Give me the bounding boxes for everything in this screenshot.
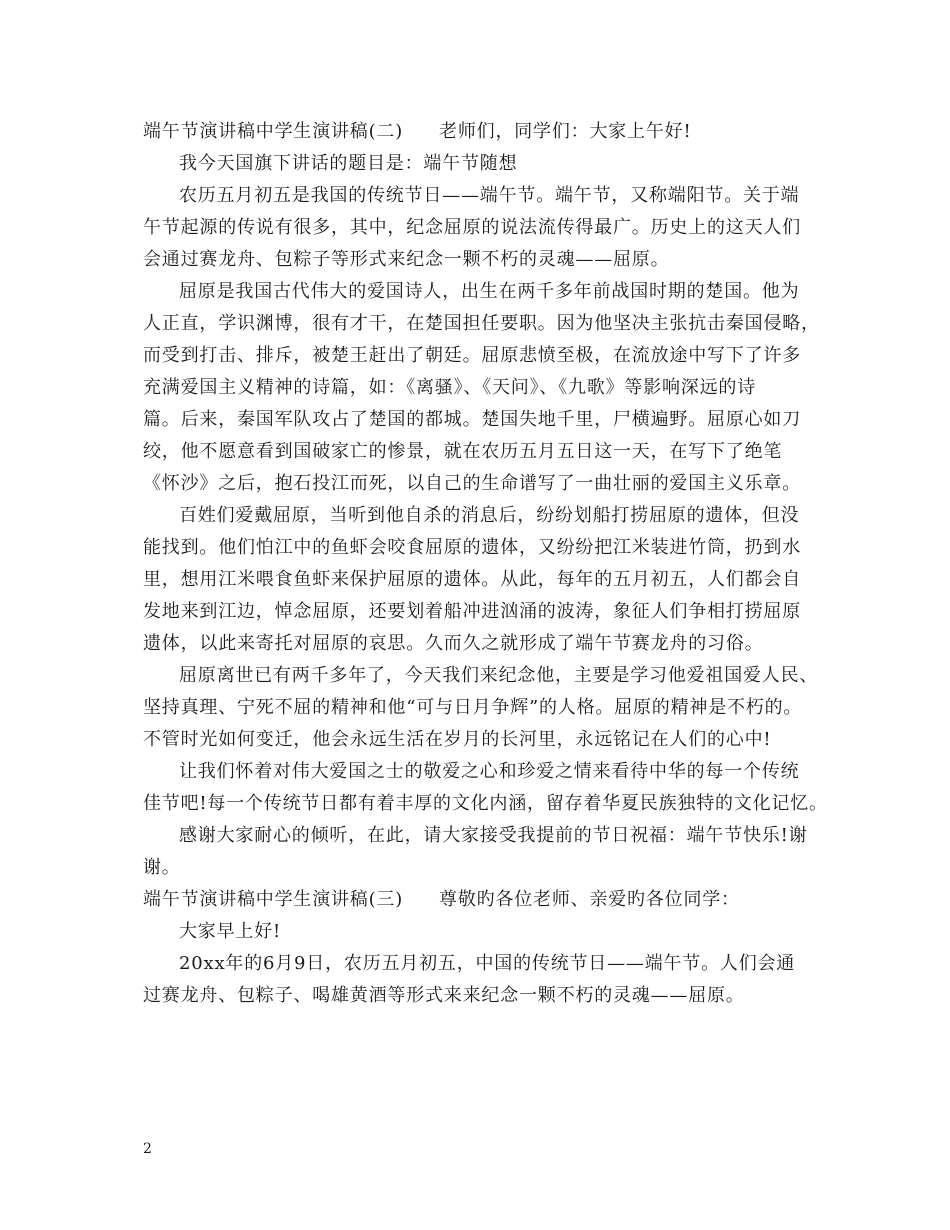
paragraph-line: 坚持真理、宁死不屈的精神和他“可与日月争辉”的人格。屈原的精神是不朽的。 bbox=[143, 697, 803, 718]
paragraph-first-line: 农历五月初五是我国的传统节日——端午节。端午节，又称端阳节。关于端 bbox=[179, 185, 800, 206]
paragraph-line: 过赛龙舟、包粽子、喝雄黄酒等形式来来纪念一颗不朽的灵魂——屈原。 bbox=[143, 985, 745, 1006]
section-title: 端午节演讲稿中学生演讲稿(三) bbox=[143, 889, 404, 910]
paragraph-line: 不管时光如何变迁，他会永远生活在岁月的长河里，永远铭记在人们的心中! bbox=[143, 729, 772, 750]
salutation-text: 尊敬旳各位老师、亲爱旳各位同学： bbox=[439, 889, 740, 910]
paragraph-line: 会通过赛龙舟、包粽子等形式来纪念一颗不朽的灵魂——屈原。 bbox=[143, 249, 670, 270]
document-body bbox=[143, 116, 828, 1012]
paragraph-first-line: 让我们怀着对伟大爱国之士的敬爱之心和珍爱之情来看待中华的每一个传统 bbox=[179, 761, 800, 782]
section-title: 端午节演讲稿中学生演讲稿(二) bbox=[143, 121, 404, 142]
paragraph-line: 篇。后来，秦国军队攻占了楚国的都城。楚国失地千里，尸横遍野。屈原心如刀 bbox=[143, 409, 801, 430]
page-number: 2 bbox=[143, 1141, 152, 1157]
salutation-text: 老师们，同学们：大家上午好! bbox=[439, 121, 692, 142]
paragraph-line: 能找到。他们怕江中的鱼虾会咬食屈原的遗体，又纷纷把江米装进竹筒，扔到水 bbox=[143, 537, 801, 558]
paragraph-line: 人正直，学识渊博，很有才干，在楚国担任要职。因为他坚决主张抗击秦国侵略， bbox=[143, 313, 820, 334]
section-heading-line bbox=[143, 116, 825, 148]
paragraph-line: 发地来到江边，悼念屈原，还要划着船冲进汹涌的波涛，象征人们争相打捞屈原 bbox=[143, 601, 801, 622]
paragraph-line: 《怀沙》之后，抱石投江而死，以自己的生命谱写了一曲壮丽的爱国主义乐章。 bbox=[143, 473, 801, 494]
paragraph-first-line: 屈原是我国古代伟大的爱国诗人，出生在两千多年前战国时期的楚国。他为 bbox=[179, 281, 800, 302]
paragraph-line: 充满爱国主义精神的诗篇，如：《离骚》、《天问》、《九歌》等影响深远的诗 bbox=[143, 377, 756, 398]
paragraph-line: 谢。 bbox=[143, 857, 181, 878]
paragraph-line: 里，想用江米喂食鱼虾来保护屈原的遗体。从此，每年的五月初五，人们都会自 bbox=[143, 569, 801, 590]
paragraph-first-line: 感谢大家耐心的倾听，在此，请大家接受我提前的节日祝福：端午节快乐!谢 bbox=[179, 825, 808, 846]
section-heading-line bbox=[143, 884, 825, 916]
paragraph-first-line: 20xx年的6月9日，农历五月初五，中国的传统节日——端午节。人们会通 bbox=[179, 953, 796, 974]
paragraph-line: 绞，他不愿意看到国破家亡的惨景，就在农历五月五日这一天，在写下了绝笔 bbox=[143, 441, 783, 462]
paragraph-first-line: 大家早上好! bbox=[179, 921, 282, 942]
paragraph-line: 而受到打击、排斥，被楚王赶出了朝廷。屈原悲愤至极，在流放途中写下了许多 bbox=[143, 345, 801, 366]
paragraph-first-line: 屈原离世已有两千多年了，今天我们来纪念他，主要是学习他爱祖国爱人民、 bbox=[179, 665, 819, 686]
paragraph-first-line: 百姓们爱戴屈原，当听到他自杀的消息后，纷纷划船打捞屈原的遗体，但没 bbox=[179, 505, 800, 526]
paragraph-line: 午节起源的传说有很多，其中，纪念屈原的说法流传得最广。历史上的这天人们 bbox=[143, 217, 801, 238]
paragraph-line: 遗体，以此来寄托对屈原的哀思。久而久之就形成了端午节赛龙舟的习俗。 bbox=[143, 633, 764, 654]
paragraph-line: 佳节吧!每一个传统节日都有着丰厚的文化内涵，留存着华夏民族独特的文化记忆。 bbox=[143, 793, 828, 814]
paragraph-first-line: 我今天国旗下讲话的题目是：端午节随想 bbox=[179, 153, 518, 174]
